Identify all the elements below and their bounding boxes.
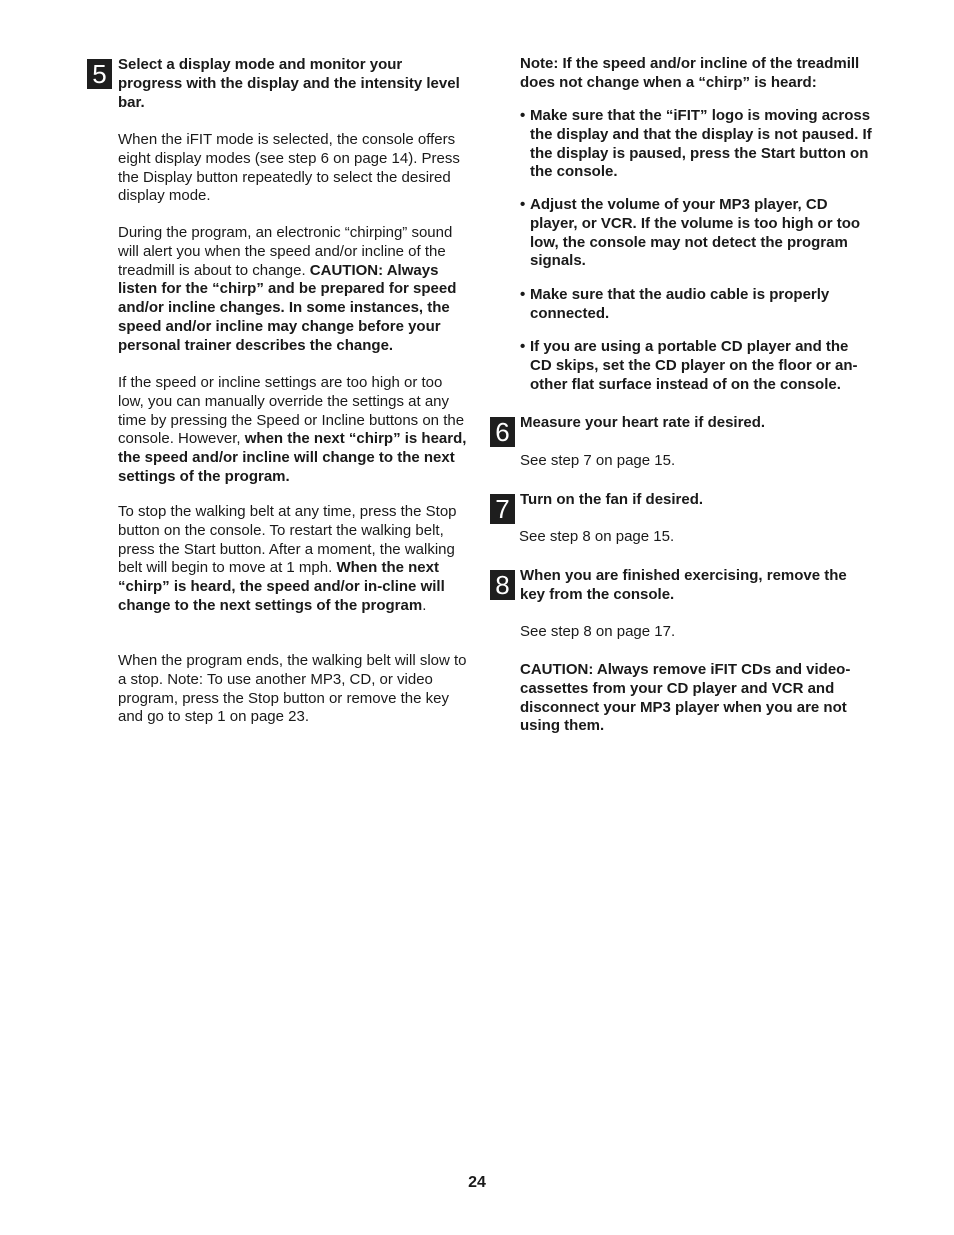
step-6-heading: Measure your heart rate if desired. — [520, 414, 766, 431]
p3-bold: when the next “chirp” is heard, the speed and/or incline will change to the next settings of the program. — [118, 430, 467, 485]
bullet-text: If you are using a portable CD player and the CD skips, set the CD player on the floor or an-other flat surface instead of on the console. — [530, 338, 858, 393]
bullet-marker: • — [520, 107, 526, 124]
p4-text: To stop the walking belt at any time, press the Stop button on the console. To restart the walking belt, press the Start button. After a moment, the walking belt will begin to move at 1 mph. — [118, 503, 457, 577]
step-7-text: See step 8 on page 15. — [519, 528, 675, 545]
bullet-marker: • — [520, 196, 526, 213]
step-7-heading: Turn on the fan if desired. — [520, 491, 704, 508]
step-number-6: 6 — [490, 417, 515, 447]
step-number-7: 7 — [490, 494, 515, 524]
note-heading: Note: If the speed and/or incline of the treadmill does not change when a “chirp” is heard: — [520, 55, 860, 91]
bullet-text: Adjust the volume of your MP3 player, CD player, or VCR. If the volume is too high or too low, the console may not detect the program signals. — [530, 196, 861, 270]
bullet-text: Make sure that the audio cable is properly connected. — [530, 286, 830, 322]
step-5-heading: Select a display mode and monitor your progress with the display and the intensity level bar. — [118, 56, 460, 111]
note-bullet-2 — [520, 196, 872, 271]
p3-text: If the speed or incline settings are too high or too low, you can manually override the settings at any time by pressing the Speed or Incline buttons on the console. However, — [118, 374, 465, 448]
page-number: 24 — [468, 1174, 486, 1191]
step-8-caution: CAUTION: Always remove iFIT CDs and video-cassettes from your CD player and VCR and disconnect your MP3 player when you are not using them. — [520, 661, 851, 735]
step-5-paragraph-2 — [118, 224, 470, 356]
note-bullet-1 — [520, 107, 872, 182]
step-5-paragraph-4 — [118, 503, 470, 616]
bullet-marker: • — [520, 286, 526, 303]
step-5-paragraph-3 — [118, 374, 470, 487]
step-number-8: 8 — [490, 570, 515, 600]
step-5-paragraph-5: When the program ends, the walking belt will slow to a stop. Note: To use another MP3, CD, or video program, press the Stop button or remove the key and go to step 1 on page 23. — [118, 652, 467, 726]
step-8-heading: When you are finished exercising, remove the key from the console. — [520, 567, 847, 603]
step-8-text: See step 8 on page 17. — [520, 623, 676, 640]
p4-end: . — [422, 596, 427, 614]
bullet-text: Make sure that the “iFIT” logo is moving across the display and that the display is not paused. If the display is paused, press the Start button on the console. — [530, 107, 872, 181]
note-bullet-3 — [520, 286, 872, 324]
note-bullet-4 — [520, 338, 872, 394]
step-6-text: See step 7 on page 15. — [520, 452, 676, 469]
bullet-marker: • — [520, 338, 526, 355]
step-5-paragraph-1: When the iFIT mode is selected, the console offers eight display modes (see step 6 on page 14). Press the Display button repeatedly to select the desired display mode. — [118, 131, 460, 205]
p2-caution: CAUTION: Always listen for the “chirp” and be prepared for speed and/or incline changes. In some instances, the speed and/or incline may change before your personal trainer describes the change. — [118, 261, 457, 354]
p4-bold: When the next “chirp” is heard, the speed and/or in-cline will change to the next settings of the program — [118, 559, 445, 614]
step-number-5: 5 — [87, 59, 112, 89]
p2-text: During the program, an electronic “chirping” sound will alert you when the speed and/or incline of the treadmill is about to change. — [118, 224, 453, 279]
